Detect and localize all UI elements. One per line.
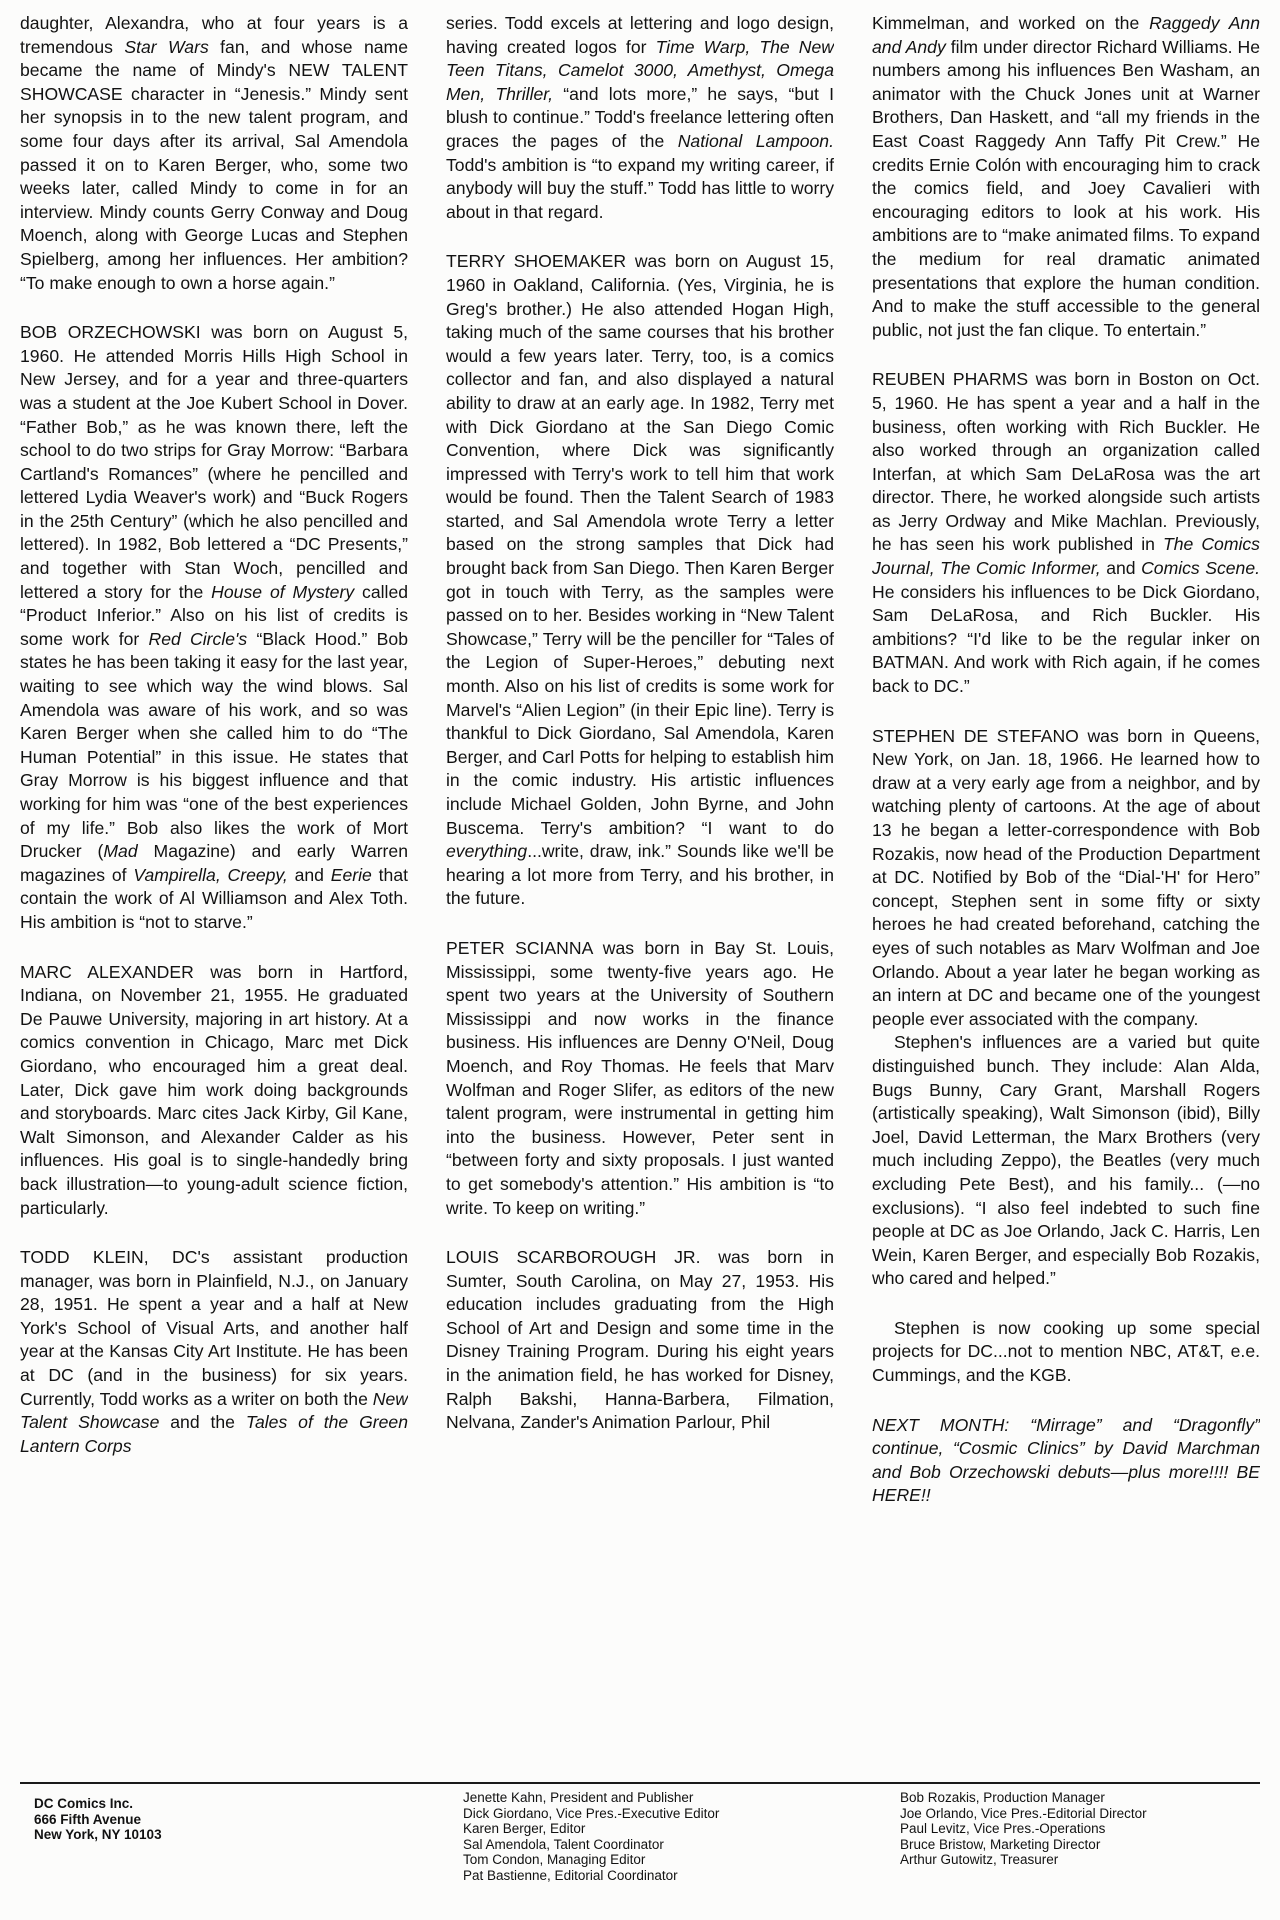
text-run: “Black Hood.” Bob states he has been taking it easy for the last year, waiting to see which way the wind blows. Sal Amendola was aware of his work, and so was Karen Berger when she called him to do “The Human Potential” in this issue. He states that Gray Morrow is his biggest influence and that working for him was “one of the best experiences of my life.” Bob also likes the work of Mort Drucker ( <box>20 628 408 862</box>
italic-title: NEXT MONTH: “Mirrage” and “Dragonfly” continue, “Cosmic Clinics” by David Marchman and Bob Orzechowski debuts—plus more!!!! BE HERE!! <box>872 1414 1260 1506</box>
text-run: ...write, draw, ink.” Sounds like we'll be hearing a lot more from Terry, and his brother, in the future. <box>446 841 834 909</box>
text-run: film under director Richard Williams. He numbers among his influences Ben Washam, an animator with the Chuck Jones unit at Warner Brothers, Dan Haskett, and “all my friends in the East Coast Raggedy Ann Taffy Pit Crew.” He credits Ernie Colón with encouraging him to crack the comics field, and Joey Cavalieri with encouraging editors to look at his work. His ambitions are to “make animated films. To expand the medium for real dramatic animated presentations that explore the human condition. And to make the stuff accessible to the general public, not just the fan clique. To entertain.” <box>872 36 1260 340</box>
bio-paragraph <box>872 725 1260 1032</box>
text-run: “and lots more,” he says, “but I blush to continue.” Todd's freelance lettering often graces the pages of the <box>446 83 834 151</box>
text-run: Magazine) and early Warren magazines of <box>20 841 408 885</box>
staff-list-right <box>900 1790 1147 1868</box>
bio-paragraph <box>872 1031 1260 1291</box>
bio-paragraph <box>20 1246 408 1458</box>
italic-title: Tales of the Green Lantern Corps <box>20 1412 408 1456</box>
staff-entry: Bob Rozakis, Production Manager <box>900 1790 1105 1805</box>
italic-title: ex <box>872 1173 891 1194</box>
staff-list-left <box>463 1790 719 1884</box>
publisher-street: 666 Fifth Avenue <box>34 1811 142 1827</box>
bio-paragraph <box>872 12 1260 342</box>
text-run: and <box>287 864 331 885</box>
italic-title: Eerie <box>330 864 372 885</box>
text-run: series. Todd excels at lettering and logo design, having created logos for <box>446 13 834 57</box>
staff-entry: Tom Condon, Managing Editor <box>463 1852 646 1868</box>
staff-entry: Joe Orlando, Vice Pres.-Editorial Director <box>900 1805 1147 1821</box>
bio-paragraph <box>446 1246 834 1435</box>
italic-title: Mad <box>103 841 138 862</box>
italic-title: Comics Scene. <box>1141 558 1260 579</box>
text-run: REUBEN PHARMS was born in Boston on Oct. 5, 1960. He has spent a year and a half in the business, often working with Rich Buckler. He also worked through an organization called Interfan, at which Sam DeLaRosa was the art director. There, he worked alongside such artists as Jerry Ordway and Mike Machlan. Previously, he has seen his work published in <box>872 369 1260 555</box>
staff-entry: Jenette Kahn, President and Publisher <box>463 1790 694 1805</box>
italic-title: Raggedy Ann and Andy <box>872 13 1260 57</box>
text-run: Todd's ambition is “to expand my writing career, if anybody will buy the stuff.” Todd has little to worry about in that regard. <box>446 154 834 222</box>
italic-title: Time Warp, The New Teen Titans, Camelot 3000, Amethyst, Omega Men, Thriller, <box>446 36 834 104</box>
bio-paragraph <box>446 12 834 224</box>
bio-paragraph <box>872 368 1260 698</box>
staff-entry: Pat Bastienne, Editorial Coordinator <box>463 1867 678 1883</box>
text-run: PETER SCIANNA was born in Bay St. Louis, Mississippi, some twenty-five years ago. He spent two years at the University of Southern Mississippi and now works in the finance business. His influences are Denny O'Neil, Doug Moench, and Roy Thomas. He feels that Marv Wolfman and Roger Slifer, as editors of the new talent program, were instrumental in getting him into the business. However, Peter sent in “between forty and sixty proposals. I just wanted to get somebody's attention.” His ambition is “to write. To keep on writing.” <box>446 937 834 1218</box>
bio-paragraph <box>20 12 408 295</box>
text-run: daughter, Alexandra, who at four years is a tremendous <box>20 13 408 57</box>
column-3 <box>872 12 1260 1770</box>
staff-entry: Arthur Gutowitz, Treasurer <box>900 1852 1059 1868</box>
italic-title: everything <box>446 841 528 862</box>
text-run: and the <box>159 1412 246 1433</box>
text-run: cluding Pete Best), and his family... (—no exclusions). “I also feel indebted to such fine people at DC as Joe Orlando, Jack C. Harris, Len Wein, Karen Berger, and especially Bob Rozakis, who cared and helped.” <box>872 1173 1260 1289</box>
text-run: and <box>1100 558 1142 579</box>
text-run: Stephen is now cooking up some special projects for DC...not to mention NBC, AT&T, e.e. Cummings, and the KGB. <box>872 1317 1260 1386</box>
masthead-footer <box>20 1790 1260 1910</box>
staff-entry: Bruce Bristow, Marketing Director <box>900 1836 1101 1852</box>
text-run: TODD KLEIN, DC's assistant production manager, was born in Plainfield, N.J., on January 28, 1951. He spent a year and a half at New York's School of Visual Arts, and another half year at the Kansas City Art Institute. He has been at DC (and in the business) for six years. Currently, Todd works as a writer on both the <box>20 1247 408 1409</box>
text-run: STEPHEN DE STEFANO was born in Queens, New York, on Jan. 18, 1966. He learned how to draw at a very early age from a neighbor, and by watching plenty of cartoons. At the age of about 13 he began a letter-correspondence with Bob Rozakis, now head of the Production Department at DC. Notified by Bob of the “Dial-'H' for Hero” concept, Stephen sent in some fifty or sixty heroes he had created beforehand, catching the eyes of such notables as Marv Wolfman and Joe Orlando. About a year later he began working as an intern at DC and became one of the youngest people ever associated with the company. <box>872 725 1260 1029</box>
text-run: BOB ORZECHOWSKI was born on August 5, 1960. He attended Morris Hills High School in New Jersey, and for a year and three-quarters was a student at the Joe Kubert School in Dover. “Father Bob,” as he was known there, left the school to do two strips for Gray Morrow: “Barbara Cartland's Romances” (where he pencilled and lettered Lydia Weaver's work) and “Buck Rogers in the 25th Century” (which he also pencilled and lettered). In 1982, Bob lettered a “DC Presents,” and together with Stan Woch, pencilled and lettered a story for the <box>20 322 408 602</box>
publisher-address <box>34 1796 162 1843</box>
italic-title: Red Circle's <box>148 628 248 649</box>
bio-paragraph <box>20 961 408 1221</box>
italic-title: Star Wars <box>124 36 209 57</box>
column-1 <box>20 12 408 1770</box>
text-run: He considers his influences to be Dick Giordano, Sam DeLaRosa, and Rich Buckler. His ambitions? “I'd like to be the regular inker on BATMAN. And work with Rich again, if he comes back to DC.” <box>872 581 1260 697</box>
staff-entry: Dick Giordano, Vice Pres.-Executive Editor <box>463 1805 720 1821</box>
italic-title: New Talent Showcase <box>20 1388 408 1433</box>
bio-paragraph <box>872 1414 1260 1508</box>
bio-paragraph <box>20 321 408 934</box>
staff-entry: Sal Amendola, Talent Coordinator <box>463 1836 664 1852</box>
bio-paragraph <box>872 1317 1260 1388</box>
italic-title: House of Mystery <box>211 581 355 602</box>
text-run: that contain the work of Al Williamson and Alex Toth. His ambition is “not to starve.” <box>20 864 408 932</box>
text-run: Stephen's influences are a varied but quite distinguished bunch. They include: Alan Alda, Bugs Bunny, Cary Grant, Marshall Rogers (artistically speaking), Walt Simonson (ibid), Billy Joel, David Letterman, the Marx Brothers (very much including Zeppo), the Beatles (very much <box>872 1032 1260 1171</box>
bio-paragraph <box>446 250 834 911</box>
text-run: LOUIS SCARBOROUGH JR. was born in Sumter, South Carolina, on May 27, 1953. His education includes graduating from the High School of Art and Design and some time in the Disney Training Program. During his eight years in the animation field, he has worked for Disney, Ralph Bakshi, Hanna-Barbera, Filmation, Nelvana, Zander's Animation Parlour, Phil <box>446 1247 834 1433</box>
staff-entry: Paul Levitz, Vice Pres.-Operations <box>900 1821 1106 1837</box>
publisher-name: DC Comics Inc. <box>34 1796 134 1811</box>
italic-title: Vampirella, Creepy, <box>133 864 288 885</box>
italic-title: National Lampoon. <box>677 130 834 151</box>
column-2 <box>446 12 834 1770</box>
bio-paragraph <box>446 937 834 1220</box>
text-run: fan, and whose name became the name of Mindy's NEW TALENT SHOWCASE character in “Jenesis.” Mindy sent her synopsis in to the new talent program, and some four days after its arrival, Sal Amendola passed it on to Karen Berger, who, some two weeks later, called Mindy to come in for an interview. Mindy counts Gerry Conway and Doug Moench, along with George Lucas and Stephen Spielberg, among her influences. Her ambition? “To make enough to own a horse again.” <box>20 36 408 293</box>
text-run: MARC ALEXANDER was born in Hartford, Indiana, on November 21, 1955. He graduated De Pauwe University, majoring in art history. At a comics convention in Chicago, Marc met Dick Giordano, who encouraged him a great deal. Later, Dick gave him work doing backgrounds and storyboards. Marc cites Jack Kirby, Gil Kane, Walt Simonson, and Alexander Calder as his influences. His goal is to single-handedly bring back illustration—to young-adult science fiction, particularly. <box>20 961 408 1218</box>
text-run: Kimmelman, and worked on the <box>872 13 1150 33</box>
article-columns <box>20 12 1260 1770</box>
publisher-city: New York, NY 10103 <box>34 1827 162 1843</box>
staff-entry: Karen Berger, Editor <box>463 1821 586 1837</box>
footer-divider <box>20 1782 1260 1784</box>
text-run: TERRY SHOEMAKER was born on August 15, 1960 in Oakland, California. (Yes, Virginia, he is Greg's brother.) He also attended Hogan High, taking much of the same courses that his brother would a few years later. Terry, too, is a comics collector and fan, and also displayed a natural ability to draw at an early age. In 1982, Terry met with Dick Giordano at the San Diego Comic Convention, where Dick was significantly impressed with Terry's work to tell him that work would be found. Then the Talent Search of 1983 started, and Sal Amendola wrote Terry a letter based on the strong samples that Dick had brought back from San Diego. Then Karen Berger got in touch with Terry, as the samples were passed on to her. Besides working in “New Talent Showcase,” Terry will be the penciller for “Tales of the Legion of Super-Heroes,” debuting next month. Also on his list of credits is some work for Marvel's “Alien Legion” (in their Epic line). Terry is thankful to Dick Giordano, Sal Amendola, Karen Berger, and Carl Potts for helping to establish him in the comic industry. His artistic influences include Michael Golden, John Byrne, and John Buscema. Terry's ambition? “I want to do <box>446 251 834 838</box>
italic-title: The Comics Journal, The Comic Informer, <box>872 534 1260 579</box>
text-run: called “Product Inferior.” Also on his list of credits is some work for <box>20 581 408 649</box>
